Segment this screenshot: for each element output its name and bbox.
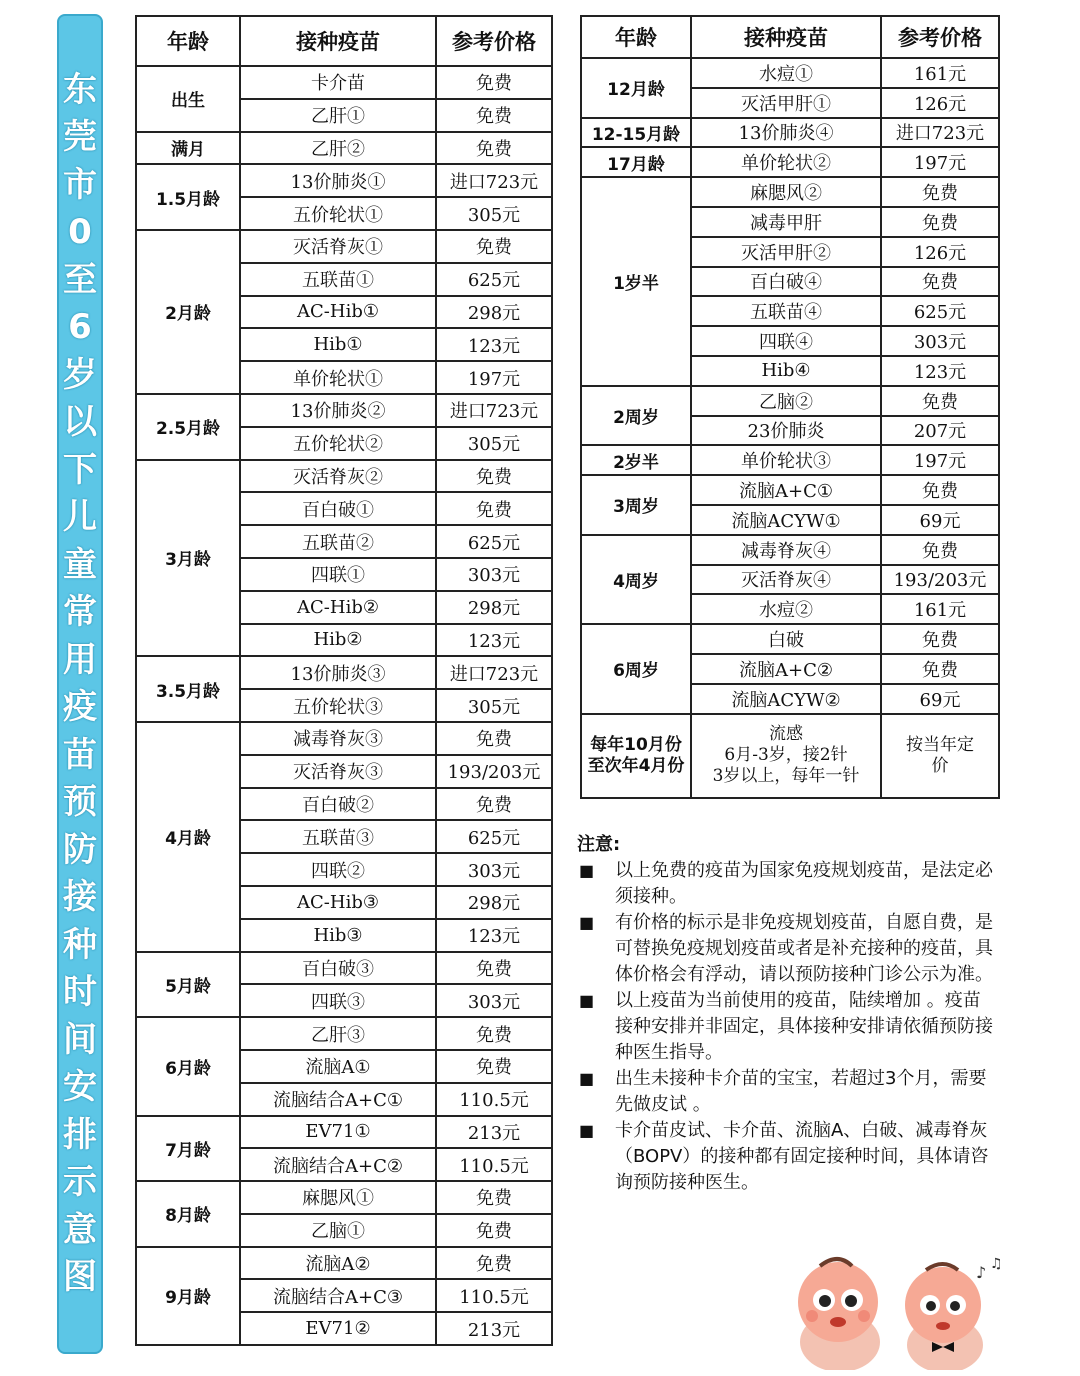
- vaccine-cell: 水痘②: [691, 594, 881, 624]
- vaccine-cell: 五联苗①: [240, 263, 436, 296]
- price-cell: 免费: [881, 624, 999, 654]
- vaccine-cell: 流脑A①: [240, 1050, 436, 1083]
- price-cell: 213元: [436, 1116, 552, 1149]
- vaccine-cell: 百白破①: [240, 492, 436, 525]
- vaccine-cell: 减毒脊灰③: [240, 722, 436, 755]
- vaccine-cell: 灭活甲肝①: [691, 88, 881, 118]
- price-cell: 免费: [436, 99, 552, 132]
- age-cell: 6月龄: [136, 1017, 240, 1115]
- price-cell: 免费: [881, 177, 999, 207]
- table-row: [136, 1116, 552, 1149]
- price-cell: 免费: [436, 132, 552, 165]
- vaccine-cell: 13价肺炎②: [240, 394, 436, 427]
- table-row: [136, 1181, 552, 1214]
- vaccine-cell: 五联苗③: [240, 820, 436, 853]
- price-cell: 193/203元: [436, 755, 552, 788]
- banner-char: 意: [63, 1209, 97, 1250]
- notes-title: 注意:: [577, 834, 621, 855]
- age-cell: 1岁半: [581, 177, 691, 386]
- table-row: [581, 147, 999, 177]
- flu-line: 6月-3岁，接2针: [724, 745, 848, 766]
- note-text: 卡介苗皮试、卡介苗、流脑A、白破、减毒脊灰（BOPV）的接种都有固定接种时间，具体请咨询预防接种医生。: [615, 1120, 989, 1193]
- price-cell: 免费: [436, 1050, 552, 1083]
- vaccine-cell: 乙肝②: [240, 132, 436, 165]
- table-row: [581, 386, 999, 416]
- note-text: 以上疫苗为当前使用的疫苗，陆续增加 。疫苗接种安排并非固定，具体接种安排请依循预防接种医生指导。: [615, 990, 993, 1063]
- price-cell: 进口723元: [436, 656, 552, 689]
- age-cell: 12月龄: [581, 58, 691, 118]
- vaccine-cell: 百白破②: [240, 788, 436, 821]
- price-cell: 进口723元: [436, 394, 552, 427]
- vaccine-cell: 流脑A+C②: [691, 654, 881, 684]
- price-cell: 197元: [881, 147, 999, 177]
- vaccine-cell: 13价肺炎④: [691, 118, 881, 148]
- vaccine-cell: 乙肝③: [240, 1017, 436, 1050]
- age-cell: 2岁半: [581, 445, 691, 475]
- vaccine-cell: 单价轮状③: [691, 445, 881, 475]
- vaccine-cell: 灭活甲肝②: [691, 237, 881, 267]
- table-row: [581, 445, 999, 475]
- vaccine-cell: 流脑结合A+C①: [240, 1083, 436, 1116]
- age-cell: 2.5月龄: [136, 394, 240, 460]
- vaccine-cell: 13价肺炎③: [240, 656, 436, 689]
- vaccine-cell: 五价轮状②: [240, 427, 436, 460]
- price-cell: 123元: [436, 328, 552, 361]
- bullet-icon: ■: [579, 913, 595, 932]
- vaccine-cell: 流脑A②: [240, 1247, 436, 1280]
- table-row: [136, 164, 552, 197]
- table-row: [581, 475, 999, 505]
- price-cell: 110.5元: [436, 1279, 552, 1312]
- vaccine-cell: AC-Hib②: [240, 591, 436, 624]
- table-row: [581, 535, 999, 565]
- banner-char: 市: [63, 164, 97, 205]
- age-cell: 5月龄: [136, 952, 240, 1018]
- banner-char: 图: [63, 1257, 97, 1297]
- vaccine-table-right: [580, 15, 1000, 799]
- side-banner-title: [57, 14, 103, 1354]
- price-cell: 110.5元: [436, 1148, 552, 1181]
- vaccine-cell: 23价肺炎: [691, 416, 881, 446]
- banner-char: 童: [63, 544, 97, 585]
- price-cell: 193/203元: [881, 565, 999, 595]
- baby-illustration: [780, 1250, 1010, 1370]
- vaccine-cell: 麻腮风①: [240, 1181, 436, 1214]
- vaccine-cell: 流脑结合A+C②: [240, 1148, 436, 1181]
- price-cell: 625元: [436, 820, 552, 853]
- banner-char: 预: [63, 782, 97, 822]
- price-cell: 305元: [436, 427, 552, 460]
- vaccine-cell: 四联①: [240, 558, 436, 591]
- price-cell: 298元: [436, 591, 552, 624]
- age-cell: 1.5月龄: [136, 164, 240, 230]
- age-cell: 12-15月龄: [581, 118, 691, 148]
- price-cell: 免费: [436, 460, 552, 493]
- price-cell: 免费: [436, 1247, 552, 1280]
- vaccine-cell: 单价轮状①: [240, 361, 436, 394]
- flu-vaccine-cell: [691, 714, 881, 798]
- bullet-icon: ■: [579, 1069, 595, 1088]
- header-price: 参考价格: [881, 16, 999, 58]
- vaccine-cell: 流脑A+C①: [691, 475, 881, 505]
- price-cell: 161元: [881, 58, 999, 88]
- age-cell: 4周岁: [581, 535, 691, 624]
- price-cell: 免费: [881, 535, 999, 565]
- table-row: [136, 460, 552, 493]
- note-item: [577, 1066, 997, 1118]
- banner-char: 防: [63, 829, 97, 870]
- note-item: [577, 910, 997, 988]
- bullet-icon: ■: [579, 991, 595, 1010]
- banner-char: 接: [63, 877, 97, 917]
- vaccine-cell: 13价肺炎①: [240, 164, 436, 197]
- vaccine-cell: 单价轮状②: [691, 147, 881, 177]
- svg-text:♪: ♪: [976, 1263, 987, 1282]
- note-item: [577, 1118, 997, 1196]
- price-cell: 161元: [881, 594, 999, 624]
- vaccine-cell: 四联②: [240, 853, 436, 886]
- vaccine-cell: 水痘①: [691, 58, 881, 88]
- header-age: 年龄: [136, 16, 240, 66]
- vaccine-cell: Hib③: [240, 919, 436, 952]
- price-cell: 197元: [881, 445, 999, 475]
- age-cell: 每年10月份至次年4月份: [581, 714, 691, 798]
- price-cell: 123元: [436, 919, 552, 952]
- price-cell: 免费: [436, 492, 552, 525]
- vaccine-cell: 减毒甲肝: [691, 207, 881, 237]
- price-cell: 免费: [436, 230, 552, 263]
- banner-char: 安: [63, 1067, 97, 1107]
- vaccine-cell: 流脑结合A+C③: [240, 1279, 436, 1312]
- banner-char: 以: [63, 402, 97, 442]
- price-cell: 69元: [881, 505, 999, 535]
- table-row: [136, 132, 552, 165]
- banner-char: 用: [63, 639, 97, 680]
- price-cell: 免费: [881, 386, 999, 416]
- price-cell: 免费: [436, 66, 552, 99]
- price-cell: 123元: [436, 624, 552, 657]
- notes-list: [577, 858, 997, 1196]
- flu-line: 流感: [769, 724, 803, 745]
- age-cell: 满月: [136, 132, 240, 165]
- vaccine-cell: 四联③: [240, 984, 436, 1017]
- header-age: 年龄: [581, 16, 691, 58]
- price-cell: 免费: [436, 1017, 552, 1050]
- banner-char: 0: [68, 212, 92, 252]
- banner-char: 苗: [63, 734, 97, 775]
- vaccine-cell: 流脑ACYW①: [691, 505, 881, 535]
- age-cell: 出生: [136, 66, 240, 132]
- table-row: [136, 230, 552, 263]
- banner-char: 岁: [63, 354, 97, 395]
- svg-text:♫: ♫: [990, 1256, 1003, 1272]
- price-cell: 207元: [881, 416, 999, 446]
- vaccine-cell: 麻腮风②: [691, 177, 881, 207]
- table-row: [136, 952, 552, 985]
- price-cell: 303元: [436, 984, 552, 1017]
- table-row: [136, 722, 552, 755]
- banner-char: 儿: [63, 497, 97, 537]
- banner-char: 间: [63, 1019, 97, 1060]
- price-cell: 126元: [881, 88, 999, 118]
- price-cell: 303元: [436, 558, 552, 591]
- header-vaccine: 接种疫苗: [240, 16, 436, 66]
- price-cell: 免费: [881, 267, 999, 297]
- age-cell: 3月龄: [136, 460, 240, 657]
- table-row: [136, 656, 552, 689]
- banner-char: 疫: [63, 687, 97, 727]
- vaccine-cell: 四联④: [691, 326, 881, 356]
- vaccine-cell: 五联苗④: [691, 296, 881, 326]
- vaccine-cell: AC-Hib③: [240, 886, 436, 919]
- price-cell: 69元: [881, 684, 999, 714]
- price-cell: 298元: [436, 886, 552, 919]
- bullet-icon: ■: [579, 1121, 595, 1140]
- price-cell: 免费: [881, 207, 999, 237]
- price-cell: 免费: [436, 952, 552, 985]
- banner-char: 示: [63, 1162, 97, 1202]
- vaccine-cell: 乙脑②: [691, 386, 881, 416]
- price-cell: 123元: [881, 356, 999, 386]
- vaccine-cell: AC-Hib①: [240, 296, 436, 329]
- table-row: [581, 624, 999, 654]
- banner-char: 东: [63, 69, 97, 110]
- note-item: [577, 988, 997, 1066]
- price-cell: 303元: [881, 326, 999, 356]
- age-cell: 2周岁: [581, 386, 691, 446]
- age-cell: 9月龄: [136, 1247, 240, 1345]
- flu-line: 3岁以上，每年一针: [712, 766, 860, 787]
- vaccine-cell: 乙脑①: [240, 1214, 436, 1247]
- age-cell: 8月龄: [136, 1181, 240, 1247]
- age-cell: 6周岁: [581, 624, 691, 713]
- vaccine-cell: EV71②: [240, 1312, 436, 1345]
- banner-char: 种: [63, 924, 97, 965]
- price-cell: 按当年定价: [881, 714, 999, 798]
- vaccine-cell: 五价轮状①: [240, 197, 436, 230]
- vaccine-cell: 卡介苗: [240, 66, 436, 99]
- price-cell: 305元: [436, 197, 552, 230]
- vaccine-cell: 灭活脊灰③: [240, 755, 436, 788]
- banner-char: 时: [63, 972, 97, 1012]
- notes-section: [577, 832, 997, 1196]
- price-cell: 进口723元: [881, 118, 999, 148]
- vaccine-table-left: [135, 15, 553, 1346]
- table-row: [581, 58, 999, 88]
- price-cell: 625元: [436, 263, 552, 296]
- table-row: [136, 66, 552, 99]
- price-cell: 126元: [881, 237, 999, 267]
- banner-char: 6: [68, 307, 92, 347]
- price-cell: 625元: [881, 296, 999, 326]
- vaccine-cell: 灭活脊灰①: [240, 230, 436, 263]
- age-cell: 3.5月龄: [136, 656, 240, 722]
- age-cell: 2月龄: [136, 230, 240, 394]
- header-price: 参考价格: [436, 16, 552, 66]
- vaccine-cell: 灭活脊灰②: [240, 460, 436, 493]
- vaccine-cell: 百白破③: [240, 952, 436, 985]
- vaccine-cell: Hib④: [691, 356, 881, 386]
- banner-char: 莞: [63, 117, 97, 157]
- table-row: [581, 177, 999, 207]
- note-text: 以上免费的疫苗为国家免疫规划疫苗，是法定必须接种。: [615, 860, 993, 907]
- price-cell: 305元: [436, 689, 552, 722]
- vaccine-cell: 五价轮状③: [240, 689, 436, 722]
- note-text: 有价格的标示是非免疫规划疫苗，自愿自费，是可替换免疫规划疫苗或者是补充接种的疫苗，具体价格会有浮动，请以预防接种门诊公示为准。: [615, 912, 993, 985]
- vaccine-cell: 五联苗②: [240, 525, 436, 558]
- baby-right: [905, 1256, 1003, 1370]
- price-cell: 免费: [881, 475, 999, 505]
- banner-char: 至: [63, 259, 97, 300]
- price-cell: 213元: [436, 1312, 552, 1345]
- bullet-icon: ■: [579, 861, 595, 880]
- age-cell: 7月龄: [136, 1116, 240, 1182]
- baby-left: [798, 1259, 880, 1370]
- price-cell: 免费: [436, 722, 552, 755]
- price-cell: 免费: [436, 1181, 552, 1214]
- age-cell: 17月龄: [581, 147, 691, 177]
- vaccine-cell: 流脑ACYW②: [691, 684, 881, 714]
- table-row: [581, 118, 999, 148]
- table-row: [136, 1247, 552, 1280]
- price-cell: 298元: [436, 296, 552, 329]
- vaccine-cell: Hib①: [240, 328, 436, 361]
- vaccine-cell: 减毒脊灰④: [691, 535, 881, 565]
- price-cell: 303元: [436, 853, 552, 886]
- banner-char: 排: [63, 1114, 97, 1155]
- price-cell: 197元: [436, 361, 552, 394]
- price-cell: 625元: [436, 525, 552, 558]
- vaccine-cell: 白破: [691, 624, 881, 654]
- price-cell: 110.5元: [436, 1083, 552, 1116]
- flu-row: [581, 714, 999, 798]
- price-cell: 免费: [436, 788, 552, 821]
- note-text: 出生未接种卡介苗的宝宝，若超过3个月，需要先做皮试 。: [615, 1068, 987, 1115]
- price-cell: 进口723元: [436, 164, 552, 197]
- table-row: [136, 394, 552, 427]
- price-cell: 免费: [881, 654, 999, 684]
- age-cell: 4月龄: [136, 722, 240, 952]
- header-vaccine: 接种疫苗: [691, 16, 881, 58]
- vaccine-cell: 乙肝①: [240, 99, 436, 132]
- note-item: [577, 858, 997, 910]
- vaccine-cell: 灭活脊灰④: [691, 565, 881, 595]
- vaccine-cell: 百白破④: [691, 267, 881, 297]
- banner-char: 下: [63, 449, 97, 490]
- banner-char: 常: [63, 592, 97, 632]
- vaccine-cell: EV71①: [240, 1116, 436, 1149]
- vaccine-cell: Hib②: [240, 624, 436, 657]
- age-cell: 3周岁: [581, 475, 691, 535]
- price-cell: 免费: [436, 1214, 552, 1247]
- table-row: [136, 1017, 552, 1050]
